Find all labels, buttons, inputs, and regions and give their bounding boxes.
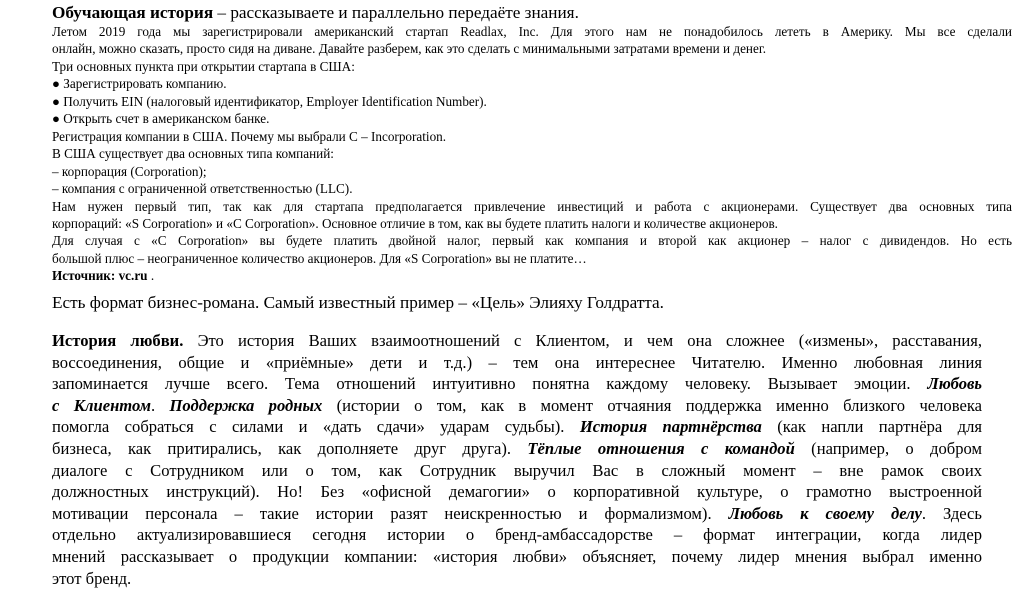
heading-term: Обучающая история — [52, 3, 214, 22]
example-line-13: Для случая с «C Corporation» вы будете платить двойной налог, первый как компания и второй как акционер – налог с дивидендов. Но есть — [52, 233, 1012, 249]
love-line-1: История любви. Это история Ваших взаимоотношений с Клиентом, и чем она сложнее («измены», расставания, — [52, 331, 983, 350]
example-line-9: – корпорация (Corporation); — [52, 163, 207, 179]
source-line — [52, 267, 1012, 284]
love-line-6: бизнеса, как притирались, как дополняете друг друга). Тёплые отношения с командой (например, о добром — [52, 438, 983, 458]
example-line-3: Три основных пункта при открытии стартапа в США: — [52, 58, 355, 74]
love-story-paragraph — [52, 330, 982, 589]
example-line-8: В США существует два основных типа компаний: — [52, 146, 334, 162]
example-line-7: Регистрация компании в США. Почему мы выбрали C – Incorporation. — [52, 128, 447, 144]
example-line-1: Летом 2019 года мы зарегистрировали американский стартап Readlax, Inc. Для этого нам не понадобилось лететь в Америку. Мы все сделали — [52, 24, 1012, 39]
love-line-8: должностных инструкций). Но! Без «офисной демагогии» о корпоративной культуре, о грамотно выстроенной — [52, 482, 982, 502]
love-line-7: диалоге с Сотрудником или о том, как Сотрудник выручил Вас в сложный момент – вне рамок своих — [52, 460, 982, 480]
example-line-6: ● Открыть счет в американском банке. — [52, 111, 270, 127]
example-line-2: онлайн, можно сказать, просто сидя на диване. Давайте разберем, как это сделать с минимальными затратами времени и денег. — [52, 41, 767, 57]
love-line-9: мотивации персонала – такие истории разят неискренностью и формализмом). Любовь к своему делу. Здесь — [52, 503, 982, 523]
love-line-12: этот бренд. — [52, 568, 132, 588]
heading-educational-story — [52, 2, 1012, 23]
love-line-4: с Клиентом. Поддержка родных (истории о том, как в момент отчаяния поддержка именно близкого человека — [52, 395, 983, 415]
example-line-5: ● Получить EIN (налоговый идентификатор, Employer Identification Number). — [52, 93, 487, 109]
business-novel-paragraph: Есть формат бизнес-романа. Самый известный пример – «Цель» Элияху Голдратта. — [52, 293, 664, 312]
source-tail: . — [147, 268, 155, 284]
example-line-4: ● Зарегистрировать компанию. — [52, 76, 227, 92]
love-line-3: запоминается лучше всего. Тема отношений интуитивно понятна каждому человеку. Вызывает эмоции. Любовь — [52, 374, 982, 394]
example-line-14: большой плюс – неограниченное количество акционеров. Для «S Corporation» вы не платите… — [52, 250, 587, 266]
love-line-11: мнений рассказывает о продукции компании: «история любви» объясняет, почему лидер мнения выбрал именно — [52, 546, 982, 566]
love-line-5: помогла собраться с силами и «дать сдачи» ударам судьбы). История партнёрства (как напли партнёра для — [52, 417, 983, 437]
source-label: Источник: vc.ru — [52, 268, 148, 284]
example-block — [52, 23, 1012, 285]
love-line-10: отдельно актуализировавшиеся сегодня истории о бренд-амбассадорстве – формат интеграции, когда лидер — [52, 525, 982, 545]
example-line-12: корпораций: «S Corporation» и «C Corporation». Основное отличие в том, как вы будете платить налоги и количестве акционеров. — [52, 215, 778, 231]
love-line-2: воссоединения, общие и «приёмные» дети и т.д.) – тем она интереснее Читателю. Именно любовная линия — [52, 352, 982, 372]
example-line-11: Нам нужен первый тип, так как для стартапа предполагается привлечение инвестиций и работа с акционерами. Существует два основных типа — [52, 198, 1012, 214]
love-title: История любви. — [52, 331, 184, 350]
example-line-10: – компания с ограниченной ответственностью (LLC). — [52, 181, 353, 197]
heading-rest: – рассказываете и параллельно передаёте знания. — [213, 3, 579, 22]
